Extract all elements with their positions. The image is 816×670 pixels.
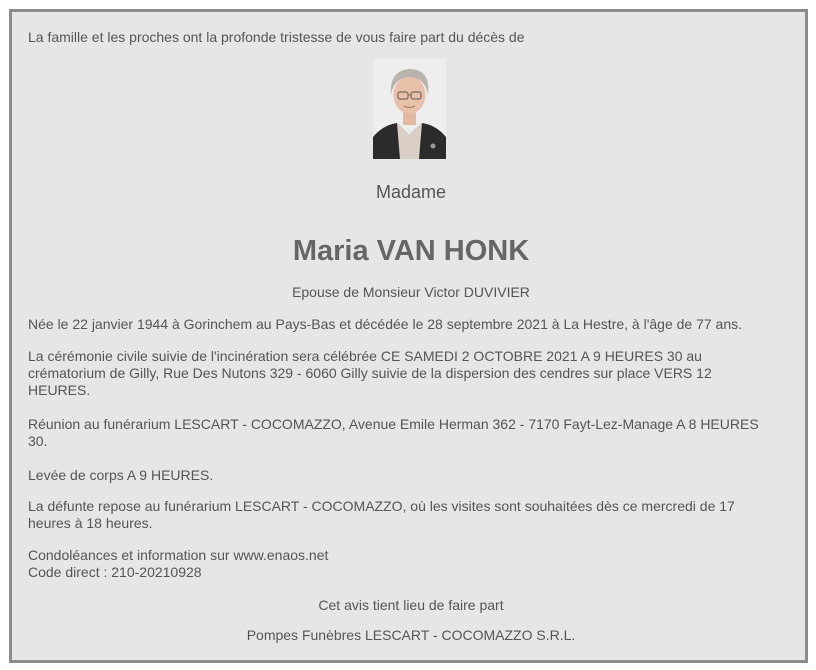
repose-line: heures à 18 heures. — [28, 515, 153, 531]
repose-paragraph — [28, 498, 794, 532]
portrait-photo — [373, 59, 446, 159]
deceased-name: Maria VAN HONK — [292, 235, 530, 267]
honorific: Madame — [375, 182, 447, 202]
reunion-line: 30. — [28, 433, 48, 449]
repose-line: La défunte repose au funérarium LESCART - COCOMAZZO, où les visites sont souhaitées dès ce mercredi de 17 — [28, 498, 735, 514]
direct-code-line: Code direct : 210-20210928 — [28, 564, 202, 580]
intro-text: La famille et les proches ont la profonde tristesse de vous faire part du décès de — [28, 29, 525, 45]
funeral-home-line: Pompes Funèbres LESCART - COCOMAZZO S.R.L. — [246, 627, 576, 643]
obituary-card — [9, 9, 808, 663]
ceremony-paragraph — [28, 348, 794, 399]
avis-line: Cet avis tient lieu de faire part — [318, 597, 504, 613]
reunion-paragraph — [28, 416, 794, 450]
ceremony-line: HEURES. — [28, 382, 91, 398]
ceremony-line: crématorium de Gilly, Rue Des Nutons 329 - 6060 Gilly suivie de la dispersion des cendres sur place VERS 12 — [28, 365, 712, 381]
birth-death-paragraph: Née le 22 janvier 1944 à Gorinchem au Pays-Bas et décédée le 28 septembre 2021 à La Hestre, à l'âge de 77 ans. — [28, 316, 743, 332]
condolences-paragraph — [28, 547, 794, 581]
spouse-line: Epouse de Monsieur Victor DUVIVIER — [292, 284, 530, 300]
condolences-link-line: Condoléances et information sur www.enaos.net — [28, 547, 329, 563]
ceremony-line: La cérémonie civile suivie de l'incinération sera célébrée CE SAMEDI 2 OCTOBRE 2021 A 9 HEURES 30 au — [28, 348, 702, 364]
reunion-line: Réunion au funérarium LESCART - COCOMAZZO, Avenue Emile Herman 362 - 7170 Fayt-Lez-Manage A 8 HEURES — [28, 416, 759, 432]
portrait-image — [373, 59, 446, 159]
levee-paragraph: Levée de corps A 9 HEURES. — [28, 467, 214, 483]
